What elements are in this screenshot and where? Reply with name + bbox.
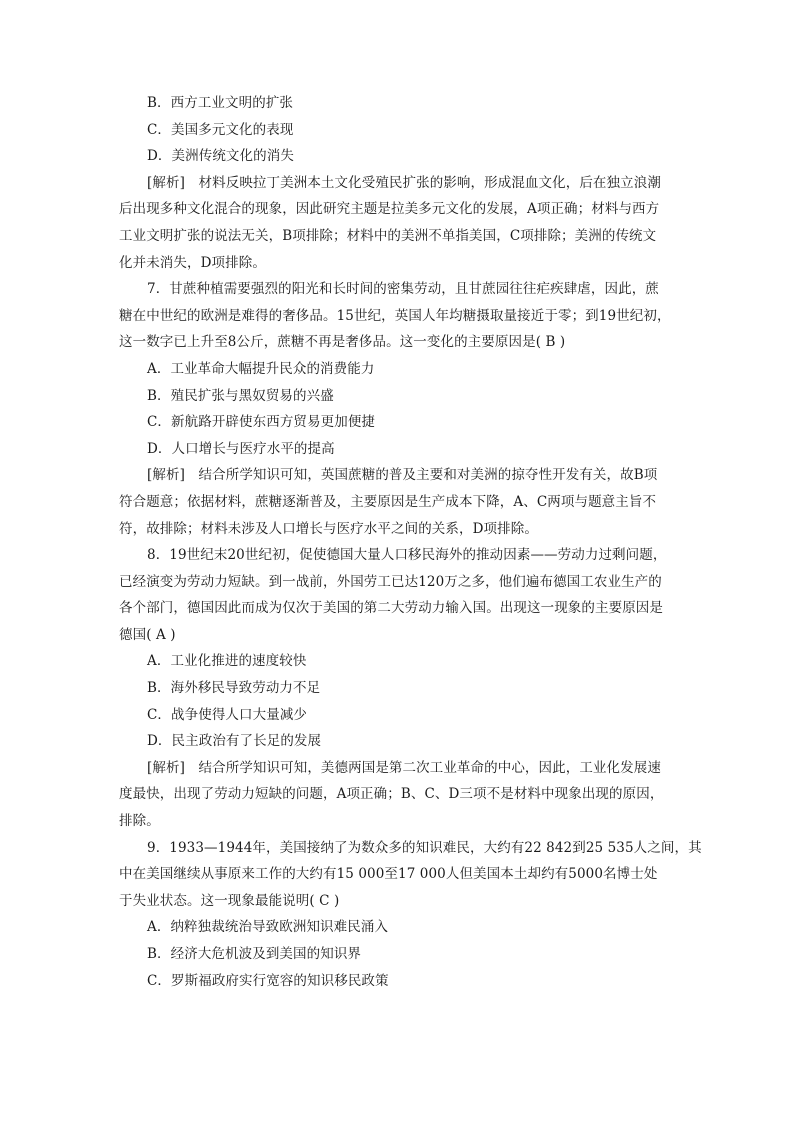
text-line: 7．甘蔗种植需要强烈的阳光和长时间的密集劳动，且甘蔗园往往疟疾肆虐，因此，蔗 — [147, 281, 659, 298]
text-line: D．人口增长与医疗水平的提高 — [147, 440, 335, 457]
text-line: A．工业化推进的速度较快 — [147, 653, 307, 670]
text-line: C．罗斯福政府实行宽容的知识移民政策 — [147, 972, 389, 989]
text-line: 度最快，出现了劳动力短缺的问题，A项正确；B、C、D三项不是材料中现象出现的原因， — [119, 786, 664, 803]
text-line: C．新航路开辟使东西方贸易更加便捷 — [147, 414, 376, 431]
text-line: B．西方工业文明的扩张 — [147, 95, 294, 111]
text-line: 糖在中世纪的欧洲是难得的奢侈品。15世纪，英国人年均糖摄取量接近于零；到19世纪初， — [119, 307, 671, 324]
text-line: 后出现多种文化混合的现象，因此研究主题是拉美多元文化的发展，A项正确；材料与西方 — [119, 201, 660, 218]
text-line: 各个部门，德国因此而成为仅次于美国的第二大劳动力输入国。出现这一现象的主要原因是 — [119, 600, 663, 617]
text-line: 化并未消失，D项排除。 — [119, 254, 266, 271]
text-line: C．战争使得人口大量减少 — [147, 706, 308, 723]
text-line: D．民主政治有了长足的发展 — [147, 733, 322, 750]
text-line: 排除。 — [119, 813, 160, 830]
text-line: [解析] 材料反映拉丁美洲本土文化受殖民扩张的影响，形成混血文化，后在独立浪潮 — [147, 174, 661, 191]
text-line: 符合题意；依据材料，蔗糖逐渐普及，主要原因是生产成本下降，A、C两项与题意主旨不 — [119, 493, 657, 510]
text-line: 德国( A ) — [119, 626, 176, 643]
text-line: [解析] 结合所学知识可知，美德两国是第二次工业革命的中心，因此，工业化发展速 — [147, 759, 661, 776]
text-line: A．纳粹独裁统治导致欧洲知识难民涌入 — [147, 919, 389, 936]
text-line: [解析] 结合所学知识可知，英国蔗糖的普及主要和对美洲的掠夺性开发有关，故B项 — [147, 467, 658, 484]
text-line: 这一数字已上升至8公斤，蔗糖不再是奢侈品。这一变化的主要原因是( B ) — [119, 334, 566, 351]
text-line: 9．1933—1944年，美国接纳了为数众多的知识难民，大约有22 842到25 535人之间，其 — [147, 839, 702, 856]
text-line: B．殖民扩张与黑奴贸易的兴盛 — [147, 387, 334, 404]
text-line: 8．19世纪末20世纪初，促使德国大量人口移民海外的推动因素——劳动力过剩问题， — [147, 547, 667, 564]
text-line: 中在美国继续从事原来工作的大约有15 000至17 000人但美国本土却约有5000名博士处 — [119, 866, 658, 883]
text-line: 工业文明扩张的说法无关，B项排除；材料中的美洲不单指美国，C项排除；美洲的传统文 — [119, 227, 657, 244]
text-line: 符，故排除；材料未涉及人口增长与医疗水平之间的关系，D项排除。 — [119, 520, 538, 537]
text-line: C．美国多元文化的表现 — [147, 121, 294, 138]
document-body — [119, 90, 702, 994]
text-line: B．海外移民导致劳动力不足 — [147, 680, 321, 697]
text-line: D．美洲传统文化的消失 — [147, 148, 294, 165]
text-line: 于失业状态。这一现象最能说明( C ) — [119, 892, 340, 909]
text-line: 已经演变为劳动力短缺。到一战前，外国劳工已达120万之多，他们遍布德国工农业生产的 — [119, 573, 662, 590]
text-line: A．工业革命大幅提升民众的消费能力 — [147, 360, 375, 377]
text-line: B．经济大危机波及到美国的知识界 — [147, 946, 362, 962]
document-page — [119, 90, 702, 994]
